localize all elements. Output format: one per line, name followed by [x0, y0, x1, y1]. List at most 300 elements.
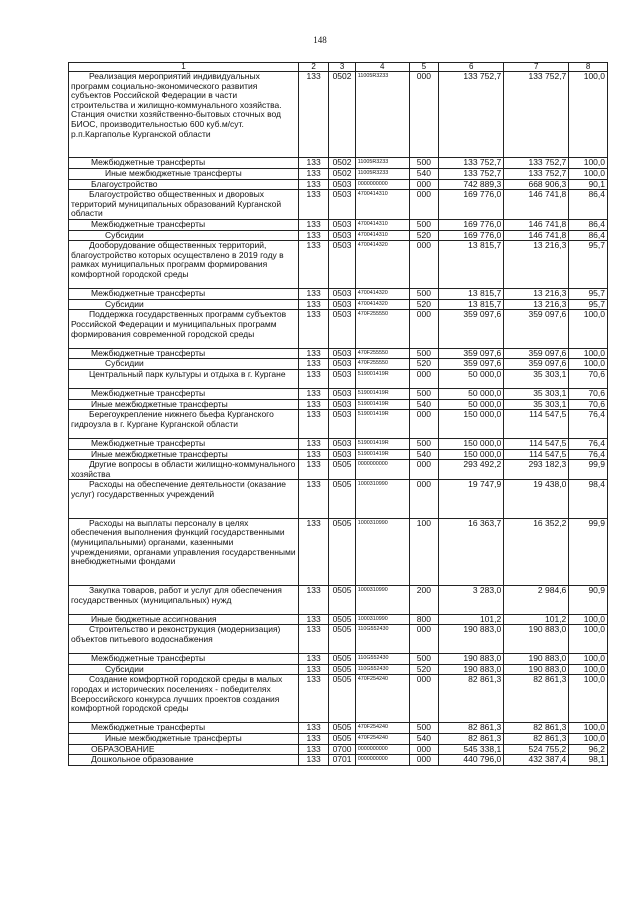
expense-type-code: 500 [409, 654, 438, 665]
row-description: Расходы на выплаты персоналу в целях обеспечения выполнения функций государственными (муниципальными) органами, казенными учреждениями, органами управления государственными внебюджетными фондами [69, 518, 299, 585]
table-row [69, 755, 608, 766]
ministry-code: 133 [298, 723, 329, 734]
target-article-code: 1000310990 [355, 614, 409, 625]
section-code: 0505 [329, 460, 355, 480]
row-description: Межбюджетные трансферты [69, 439, 299, 450]
planned-amount: 293 492,2 [439, 460, 504, 480]
executed-amount: 190 883,0 [504, 654, 569, 665]
section-code: 0505 [329, 664, 355, 675]
execution-percent: 100,0 [569, 310, 608, 348]
table-row [69, 369, 608, 388]
execution-percent: 100,0 [569, 72, 608, 158]
ministry-code: 133 [298, 359, 329, 370]
row-description: Субсидии [69, 230, 299, 241]
ministry-code: 133 [298, 664, 329, 675]
executed-amount: 359 097,6 [504, 359, 569, 370]
execution-percent: 100,0 [569, 348, 608, 359]
ministry-code: 133 [298, 480, 329, 518]
expense-type-code: 500 [409, 389, 438, 400]
ministry-code: 133 [298, 460, 329, 480]
planned-amount: 13 815,7 [439, 299, 504, 310]
section-code: 0503 [329, 439, 355, 450]
planned-amount: 150 000,0 [439, 439, 504, 450]
target-article-code: 4700414310 [355, 219, 409, 230]
section-code: 0502 [329, 72, 355, 158]
ministry-code: 133 [298, 168, 329, 179]
expense-type-code: 000 [409, 369, 438, 388]
planned-amount: 169 776,0 [439, 190, 504, 220]
execution-percent: 100,0 [569, 654, 608, 665]
target-article-code: 0000000000 [355, 179, 409, 190]
ministry-code: 133 [298, 241, 329, 289]
execution-percent: 90,9 [569, 586, 608, 615]
table-row [69, 439, 608, 450]
ministry-code: 133 [298, 190, 329, 220]
target-article-code: 1000310990 [355, 480, 409, 518]
ministry-code: 133 [298, 439, 329, 450]
execution-percent: 96,2 [569, 744, 608, 755]
ministry-code: 133 [298, 449, 329, 460]
executed-amount: 19 438,0 [504, 480, 569, 518]
section-code: 0503 [329, 289, 355, 300]
section-code: 0503 [329, 410, 355, 439]
row-description: Создание комфортной городской среды в малых городах и исторических поселениях - победителях Всероссийского конкурса лучших проектов создания комфортной городской среды [69, 675, 299, 723]
table-row [69, 179, 608, 190]
table-row [69, 654, 608, 665]
table-row [69, 230, 608, 241]
table-row [69, 586, 608, 615]
executed-amount: 13 216,3 [504, 289, 569, 300]
row-description: Субсидии [69, 664, 299, 675]
expense-type-code: 000 [409, 744, 438, 755]
target-article-code: 0000000000 [355, 460, 409, 480]
planned-amount: 16 363,7 [439, 518, 504, 585]
table-row [69, 241, 608, 289]
ministry-code: 133 [298, 734, 329, 745]
section-code: 0503 [329, 348, 355, 359]
table-row [69, 734, 608, 745]
executed-amount: 82 861,3 [504, 723, 569, 734]
executed-amount: 35 303,1 [504, 389, 569, 400]
row-description: Центральный парк культуры и отдыха в г. Кургане [69, 369, 299, 388]
section-code: 0503 [329, 449, 355, 460]
row-description: Иные межбюджетные трансферты [69, 399, 299, 410]
executed-amount: 146 741,8 [504, 190, 569, 220]
table-row [69, 460, 608, 480]
table-row [69, 289, 608, 300]
expense-type-code: 000 [409, 310, 438, 348]
executed-amount: 114 547,5 [504, 410, 569, 439]
ministry-code: 133 [298, 158, 329, 169]
expense-type-code: 520 [409, 664, 438, 675]
target-article-code: 110G552430 [355, 625, 409, 654]
ministry-code: 133 [298, 348, 329, 359]
section-code: 0505 [329, 518, 355, 585]
row-description: Реализация мероприятий индивидуальных программ социально-экономического развития субъектов Российской Федерации в части строительства и жилищно-коммунального хозяйства. Станция очистки хозяйственно-бытовых сточных вод БИОС, производительностью 600 куб.м/сут. р.п.Каргаполье Курганской области [69, 72, 299, 158]
ministry-code: 133 [298, 179, 329, 190]
section-code: 0505 [329, 675, 355, 723]
section-code: 0502 [329, 158, 355, 169]
planned-amount: 19 747,9 [439, 480, 504, 518]
expense-type-code: 500 [409, 348, 438, 359]
planned-amount: 50 000,0 [439, 389, 504, 400]
target-article-code: 519001419R [355, 410, 409, 439]
table-row [69, 389, 608, 400]
execution-percent: 76,4 [569, 410, 608, 439]
planned-amount: 440 796,0 [439, 755, 504, 766]
target-article-code: 4700414310 [355, 190, 409, 220]
row-description: Благоустройство общественных и дворовых территорий муниципальных образований Курганской области [69, 190, 299, 220]
executed-amount: 35 303,1 [504, 369, 569, 388]
ministry-code: 133 [298, 654, 329, 665]
table-row [69, 675, 608, 723]
row-description: Межбюджетные трансферты [69, 219, 299, 230]
table-row [69, 664, 608, 675]
execution-percent: 99,9 [569, 518, 608, 585]
table-row [69, 348, 608, 359]
section-code: 0503 [329, 369, 355, 388]
section-code: 0700 [329, 744, 355, 755]
table-row [69, 190, 608, 220]
ministry-code: 133 [298, 389, 329, 400]
execution-percent: 76,4 [569, 439, 608, 450]
expense-type-code: 000 [409, 190, 438, 220]
column-header: 7 [504, 63, 569, 72]
expense-type-code: 540 [409, 168, 438, 179]
row-description: Межбюджетные трансферты [69, 654, 299, 665]
section-code: 0701 [329, 755, 355, 766]
planned-amount: 150 000,0 [439, 449, 504, 460]
planned-amount: 742 889,3 [439, 179, 504, 190]
table-row [69, 72, 608, 158]
section-code: 0505 [329, 723, 355, 734]
ministry-code: 133 [298, 369, 329, 388]
row-description: Иные бюджетные ассигнования [69, 614, 299, 625]
table-row [69, 480, 608, 518]
execution-percent: 86,4 [569, 190, 608, 220]
table-row [69, 219, 608, 230]
expense-type-code: 540 [409, 399, 438, 410]
expense-type-code: 520 [409, 359, 438, 370]
planned-amount: 169 776,0 [439, 230, 504, 241]
executed-amount: 16 352,2 [504, 518, 569, 585]
row-description: Иные межбюджетные трансферты [69, 168, 299, 179]
execution-percent: 86,4 [569, 230, 608, 241]
planned-amount: 82 861,3 [439, 723, 504, 734]
target-article-code: 519001419R [355, 369, 409, 388]
execution-percent: 90,1 [569, 179, 608, 190]
section-code: 0503 [329, 299, 355, 310]
table-row [69, 410, 608, 439]
executed-amount: 82 861,3 [504, 675, 569, 723]
row-description: Дошкольное образование [69, 755, 299, 766]
target-article-code: 519001419R [355, 389, 409, 400]
row-description: Иные межбюджетные трансферты [69, 449, 299, 460]
executed-amount: 13 216,3 [504, 299, 569, 310]
budget-table-body [69, 63, 608, 766]
execution-percent: 100,0 [569, 168, 608, 179]
executed-amount: 190 883,0 [504, 625, 569, 654]
target-article-code: 4700414320 [355, 299, 409, 310]
executed-amount: 114 547,5 [504, 439, 569, 450]
section-code: 0503 [329, 241, 355, 289]
executed-amount: 133 752,7 [504, 168, 569, 179]
target-article-code: 470F255550 [355, 348, 409, 359]
target-article-code: 0000000000 [355, 755, 409, 766]
expense-type-code: 500 [409, 723, 438, 734]
target-article-code: 11005R3233 [355, 158, 409, 169]
row-description: ОБРАЗОВАНИЕ [69, 744, 299, 755]
column-header: 2 [298, 63, 329, 72]
target-article-code: 470F255550 [355, 310, 409, 348]
target-article-code: 0000000000 [355, 744, 409, 755]
section-code: 0503 [329, 190, 355, 220]
target-article-code: 11005R3233 [355, 72, 409, 158]
executed-amount: 190 883,0 [504, 664, 569, 675]
planned-amount: 169 776,0 [439, 219, 504, 230]
row-description: Субсидии [69, 359, 299, 370]
section-code: 0503 [329, 389, 355, 400]
planned-amount: 133 752,7 [439, 158, 504, 169]
row-description: Межбюджетные трансферты [69, 289, 299, 300]
execution-percent: 70,6 [569, 389, 608, 400]
row-description: Строительство и реконструкция (модернизация) объектов питьевого водоснабжения [69, 625, 299, 654]
ministry-code: 133 [298, 675, 329, 723]
planned-amount: 190 883,0 [439, 654, 504, 665]
expense-type-code: 000 [409, 675, 438, 723]
target-article-code: 11005R3233 [355, 168, 409, 179]
execution-percent: 95,7 [569, 289, 608, 300]
executed-amount: 146 741,8 [504, 230, 569, 241]
expense-type-code: 000 [409, 241, 438, 289]
table-row [69, 310, 608, 348]
expense-type-code: 000 [409, 625, 438, 654]
table-row [69, 625, 608, 654]
executed-amount: 524 755,2 [504, 744, 569, 755]
ministry-code: 133 [298, 586, 329, 615]
table-row [69, 399, 608, 410]
target-article-code: 4700414310 [355, 230, 409, 241]
executed-amount: 82 861,3 [504, 734, 569, 745]
planned-amount: 13 815,7 [439, 289, 504, 300]
execution-percent: 100,0 [569, 625, 608, 654]
target-article-code: 4700414320 [355, 241, 409, 289]
target-article-code: 1000310990 [355, 586, 409, 615]
executed-amount: 359 097,6 [504, 348, 569, 359]
executed-amount: 35 303,1 [504, 399, 569, 410]
expense-type-code: 520 [409, 230, 438, 241]
ministry-code: 133 [298, 614, 329, 625]
ministry-code: 133 [298, 299, 329, 310]
section-code: 0505 [329, 586, 355, 615]
section-code: 0503 [329, 219, 355, 230]
ministry-code: 133 [298, 399, 329, 410]
executed-amount: 146 741,8 [504, 219, 569, 230]
section-code: 0505 [329, 625, 355, 654]
row-description: Берегоукрепление нижнего бьефа Курганского гидроузла в г. Кургане Курганской области [69, 410, 299, 439]
table-row [69, 359, 608, 370]
table-row [69, 158, 608, 169]
section-code: 0505 [329, 480, 355, 518]
target-article-code: 470F254240 [355, 675, 409, 723]
row-description: Межбюджетные трансферты [69, 348, 299, 359]
executed-amount: 668 906,3 [504, 179, 569, 190]
ministry-code: 133 [298, 310, 329, 348]
expense-type-code: 540 [409, 449, 438, 460]
planned-amount: 50 000,0 [439, 369, 504, 388]
execution-percent: 70,6 [569, 399, 608, 410]
executed-amount: 101,2 [504, 614, 569, 625]
expense-type-code: 000 [409, 480, 438, 518]
section-code: 0503 [329, 230, 355, 241]
section-code: 0505 [329, 734, 355, 745]
execution-percent: 100,0 [569, 158, 608, 169]
planned-amount: 359 097,6 [439, 310, 504, 348]
expense-type-code: 000 [409, 460, 438, 480]
planned-amount: 190 883,0 [439, 664, 504, 675]
execution-percent: 98,4 [569, 480, 608, 518]
executed-amount: 2 984,6 [504, 586, 569, 615]
row-description: Благоустройство [69, 179, 299, 190]
ministry-code: 133 [298, 230, 329, 241]
executed-amount: 359 097,6 [504, 310, 569, 348]
planned-amount: 150 000,0 [439, 410, 504, 439]
row-description: Иные межбюджетные трансферты [69, 734, 299, 745]
expense-type-code: 000 [409, 410, 438, 439]
target-article-code: 110G552430 [355, 654, 409, 665]
target-article-code: 519001419R [355, 399, 409, 410]
execution-percent: 99,9 [569, 460, 608, 480]
row-description: Расходы на обеспечение деятельности (оказание услуг) государственных учреждений [69, 480, 299, 518]
budget-table [68, 62, 608, 766]
planned-amount: 133 752,7 [439, 168, 504, 179]
section-code: 0505 [329, 654, 355, 665]
row-description: Дооборудование общественных территорий, благоустройство которых осуществлено в 2019 году в рамках муниципальных программ формирования комфортной городской среды [69, 241, 299, 289]
execution-percent: 86,4 [569, 219, 608, 230]
row-description: Межбюджетные трансферты [69, 389, 299, 400]
expense-type-code: 500 [409, 158, 438, 169]
column-header: 1 [69, 63, 299, 72]
planned-amount: 359 097,6 [439, 359, 504, 370]
table-row [69, 449, 608, 460]
execution-percent: 100,0 [569, 723, 608, 734]
execution-percent: 100,0 [569, 359, 608, 370]
expense-type-code: 000 [409, 755, 438, 766]
target-article-code: 4700414320 [355, 289, 409, 300]
planned-amount: 13 815,7 [439, 241, 504, 289]
ministry-code: 133 [298, 72, 329, 158]
execution-percent: 100,0 [569, 614, 608, 625]
column-header: 4 [355, 63, 409, 72]
executed-amount: 13 216,3 [504, 241, 569, 289]
expense-type-code: 000 [409, 179, 438, 190]
target-article-code: 110G552430 [355, 664, 409, 675]
expense-type-code: 200 [409, 586, 438, 615]
target-article-code: 470F254240 [355, 734, 409, 745]
expense-type-code: 500 [409, 219, 438, 230]
planned-amount: 3 283,0 [439, 586, 504, 615]
execution-percent: 100,0 [569, 664, 608, 675]
execution-percent: 98,1 [569, 755, 608, 766]
section-code: 0503 [329, 310, 355, 348]
executed-amount: 432 387,4 [504, 755, 569, 766]
execution-percent: 76,4 [569, 449, 608, 460]
ministry-code: 133 [298, 744, 329, 755]
table-row [69, 614, 608, 625]
table-row [69, 744, 608, 755]
column-header: 6 [439, 63, 504, 72]
planned-amount: 133 752,7 [439, 72, 504, 158]
execution-percent: 100,0 [569, 734, 608, 745]
executed-amount: 133 752,7 [504, 72, 569, 158]
column-header: 3 [329, 63, 355, 72]
section-code: 0505 [329, 614, 355, 625]
expense-type-code: 500 [409, 439, 438, 450]
target-article-code: 1000310990 [355, 518, 409, 585]
row-description: Субсидии [69, 299, 299, 310]
planned-amount: 50 000,0 [439, 399, 504, 410]
execution-percent: 95,7 [569, 241, 608, 289]
planned-amount: 190 883,0 [439, 625, 504, 654]
row-description: Межбюджетные трансферты [69, 723, 299, 734]
column-header: 5 [409, 63, 438, 72]
table-row [69, 518, 608, 585]
planned-amount: 82 861,3 [439, 734, 504, 745]
section-code: 0502 [329, 168, 355, 179]
ministry-code: 133 [298, 518, 329, 585]
section-code: 0503 [329, 399, 355, 410]
expense-type-code: 000 [409, 72, 438, 158]
ministry-code: 133 [298, 410, 329, 439]
ministry-code: 133 [298, 289, 329, 300]
table-row [69, 168, 608, 179]
row-description: Другие вопросы в области жилищно-коммунального хозяйства [69, 460, 299, 480]
planned-amount: 359 097,6 [439, 348, 504, 359]
column-header-row [69, 63, 608, 72]
executed-amount: 133 752,7 [504, 158, 569, 169]
target-article-code: 470F254240 [355, 723, 409, 734]
ministry-code: 133 [298, 755, 329, 766]
expense-type-code: 800 [409, 614, 438, 625]
executed-amount: 114 547,5 [504, 449, 569, 460]
table-row [69, 299, 608, 310]
row-description: Закупка товаров, работ и услуг для обеспечения государственных (муниципальных) нужд [69, 586, 299, 615]
planned-amount: 545 338,1 [439, 744, 504, 755]
expense-type-code: 500 [409, 289, 438, 300]
ministry-code: 133 [298, 219, 329, 230]
executed-amount: 293 182,3 [504, 460, 569, 480]
target-article-code: 519001419R [355, 439, 409, 450]
ministry-code: 133 [298, 625, 329, 654]
expense-type-code: 520 [409, 299, 438, 310]
execution-percent: 100,0 [569, 675, 608, 723]
expense-type-code: 100 [409, 518, 438, 585]
section-code: 0503 [329, 359, 355, 370]
expense-type-code: 540 [409, 734, 438, 745]
planned-amount: 101,2 [439, 614, 504, 625]
execution-percent: 95,7 [569, 299, 608, 310]
row-description: Межбюджетные трансферты [69, 158, 299, 169]
section-code: 0503 [329, 179, 355, 190]
column-header: 8 [569, 63, 608, 72]
target-article-code: 519001419R [355, 449, 409, 460]
table-row [69, 723, 608, 734]
page-number: 148 [313, 35, 327, 45]
target-article-code: 470F255550 [355, 359, 409, 370]
row-description: Поддержка государственных программ субъектов Российской Федерации и муниципальных программ формирования современной городской среды [69, 310, 299, 348]
execution-percent: 70,6 [569, 369, 608, 388]
planned-amount: 82 861,3 [439, 675, 504, 723]
